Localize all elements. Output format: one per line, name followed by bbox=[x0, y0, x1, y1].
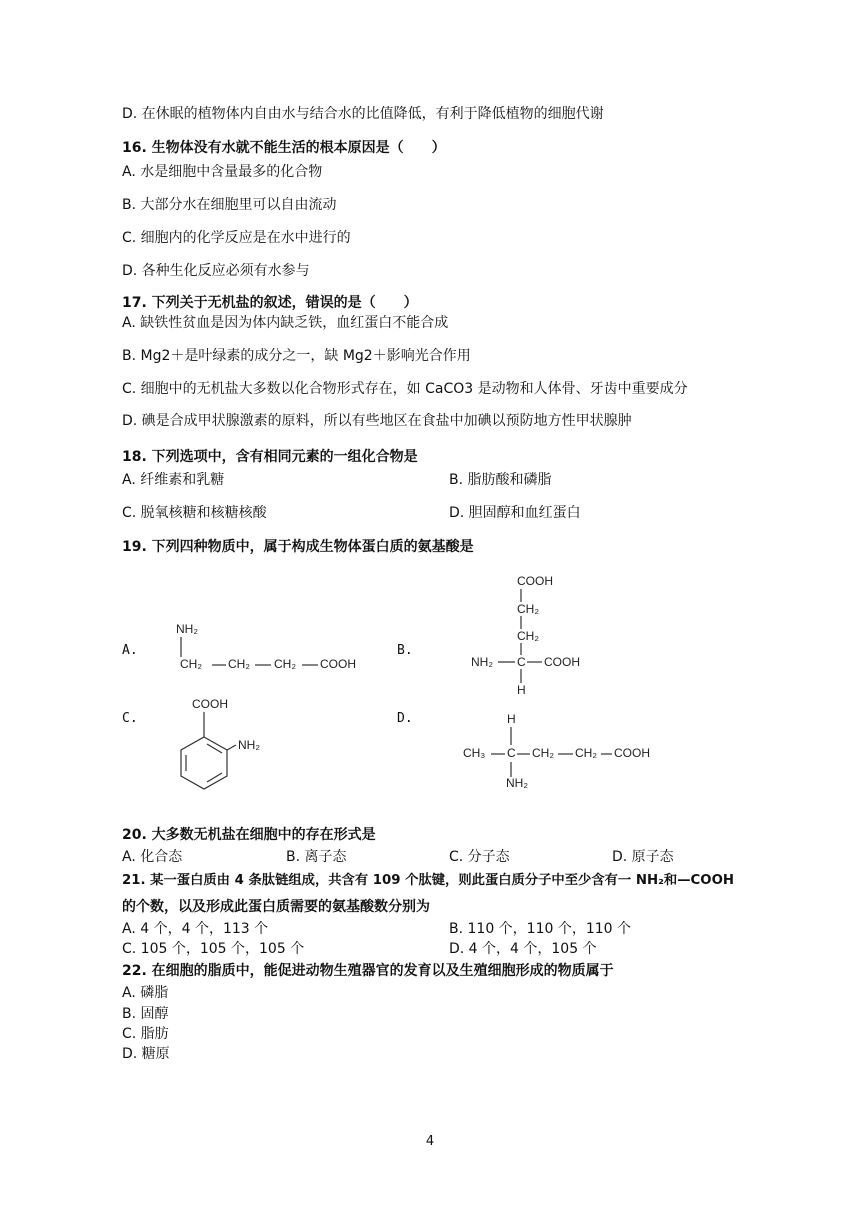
q22-option-a: A. 磷脂 bbox=[122, 985, 169, 1001]
structure-d-cooh: COOH bbox=[614, 746, 650, 760]
q18-option-a: A. 纤维素和乳糖 bbox=[122, 472, 225, 488]
structure-label-d: D. bbox=[397, 711, 413, 726]
q18-option-b: B. 脂肪酸和磷脂 bbox=[449, 472, 552, 488]
q22-option-c: C. 脂肪 bbox=[122, 1026, 169, 1042]
structure-a-cooh: COOH bbox=[320, 657, 356, 671]
q22-option-d: D. 糖原 bbox=[122, 1046, 170, 1062]
structure-b-cooh: COOH bbox=[544, 655, 580, 669]
q21-stem-line2: 的个数，以及形成此蛋白质需要的氨基酸数分别为 bbox=[122, 899, 430, 915]
q18-stem: 18. 下列选项中，含有相同元素的一组化合物是 bbox=[122, 449, 418, 465]
structure-b-ch2-1: CH₂ bbox=[517, 602, 539, 616]
q21-option-c: C. 105 个，105 个，105 个 bbox=[122, 941, 305, 957]
q19-stem: 19. 下列四种物质中，属于构成生物体蛋白质的氨基酸是 bbox=[122, 539, 474, 555]
q17-option-c: C. 细胞中的无机盐大多数以化合物形式存在，如 CaCO3 是动物和人体骨、牙齿中重要成分 bbox=[122, 381, 688, 397]
q18-option-d: D. 胆固醇和血红蛋白 bbox=[449, 505, 581, 521]
q17-option-d: D. 碘是合成甲状腺激素的原料，所以有些地区在食盐中加碘以预防地方性甲状腺肿 bbox=[122, 413, 632, 429]
structure-a-ch2-2: CH₂ bbox=[228, 657, 250, 671]
q20-option-b: B. 离子态 bbox=[286, 849, 347, 865]
structure-d-h: H bbox=[507, 712, 516, 726]
q17-stem: 17. 下列关于无机盐的叙述，错误的是（ ） bbox=[122, 295, 418, 311]
structure-b-ch2-2: CH₂ bbox=[517, 629, 539, 643]
structure-label-a: A. bbox=[122, 643, 138, 658]
q16-option-a: A. 水是细胞中含量最多的化合物 bbox=[122, 164, 323, 180]
q20-option-a: A. 化合态 bbox=[122, 849, 183, 865]
structure-label-b: B. bbox=[397, 643, 413, 658]
q22-option-b: B. 固醇 bbox=[122, 1006, 169, 1022]
q20-option-d: D. 原子态 bbox=[612, 849, 674, 865]
structure-d-c: C bbox=[507, 746, 516, 760]
structure-a-ch2-1: CH₂ bbox=[180, 657, 202, 671]
structure-a-nh2: NH₂ bbox=[176, 622, 198, 636]
structure-d-nh2: NH₂ bbox=[506, 776, 528, 790]
structure-c-nh2: NH₂ bbox=[238, 738, 260, 752]
q16-option-b: B. 大部分水在细胞里可以自由流动 bbox=[122, 197, 337, 213]
q15-option-d: D. 在休眠的植物体内自由水与结合水的比值降低，有利于降低植物的细胞代谢 bbox=[122, 106, 604, 122]
q18-option-c: C. 脱氧核糖和核糖核酸 bbox=[122, 505, 267, 521]
q21-stem-line1: 21. 某一蛋白质由 4 条肽链组成，共含有 109 个肽键，则此蛋白质分子中至少含有一 NH₂和—COOH bbox=[122, 873, 735, 888]
structure-label-c: C. bbox=[122, 711, 138, 726]
page-number: 4 bbox=[425, 1134, 435, 1149]
q21-option-b: B. 110 个，110 个，110 个 bbox=[449, 921, 632, 937]
structure-b-h: H bbox=[517, 683, 526, 697]
structure-a-ch2-3: CH₂ bbox=[274, 657, 296, 671]
structure-d-ch2-1: CH₂ bbox=[532, 746, 554, 760]
structure-b-cooh-top: COOH bbox=[517, 574, 553, 588]
q16-option-c: C. 细胞内的化学反应是在水中进行的 bbox=[122, 230, 351, 246]
structure-d-ch2-2: CH₂ bbox=[575, 746, 597, 760]
q20-stem: 20. 大多数无机盐在细胞中的存在形式是 bbox=[122, 827, 376, 843]
q21-option-a: A. 4 个，4 个，113 个 bbox=[122, 921, 269, 937]
structure-c-cooh: COOH bbox=[192, 697, 228, 711]
q17-option-a: A. 缺铁性贫血是因为体内缺乏铁，血红蛋白不能合成 bbox=[122, 315, 449, 331]
q20-option-c: C. 分子态 bbox=[449, 849, 510, 865]
q16-option-d: D. 各种生化反应必须有水参与 bbox=[122, 263, 310, 279]
structure-d-ch3: CH₃ bbox=[463, 746, 486, 760]
q17-option-b: B. Mg2＋是叶绿素的成分之一，缺 Mg2＋影响光合作用 bbox=[122, 348, 471, 364]
q22-stem: 22. 在细胞的脂质中，能促进动物生殖器官的发育以及生殖细胞形成的物质属于 bbox=[122, 963, 614, 979]
structure-b-nh2: NH₂ bbox=[471, 655, 493, 669]
structure-b-c: C bbox=[517, 655, 526, 669]
q16-stem: 16. 生物体没有水就不能生活的根本原因是（ ） bbox=[122, 140, 446, 156]
q21-option-d: D. 4 个，4 个，105 个 bbox=[449, 941, 597, 957]
